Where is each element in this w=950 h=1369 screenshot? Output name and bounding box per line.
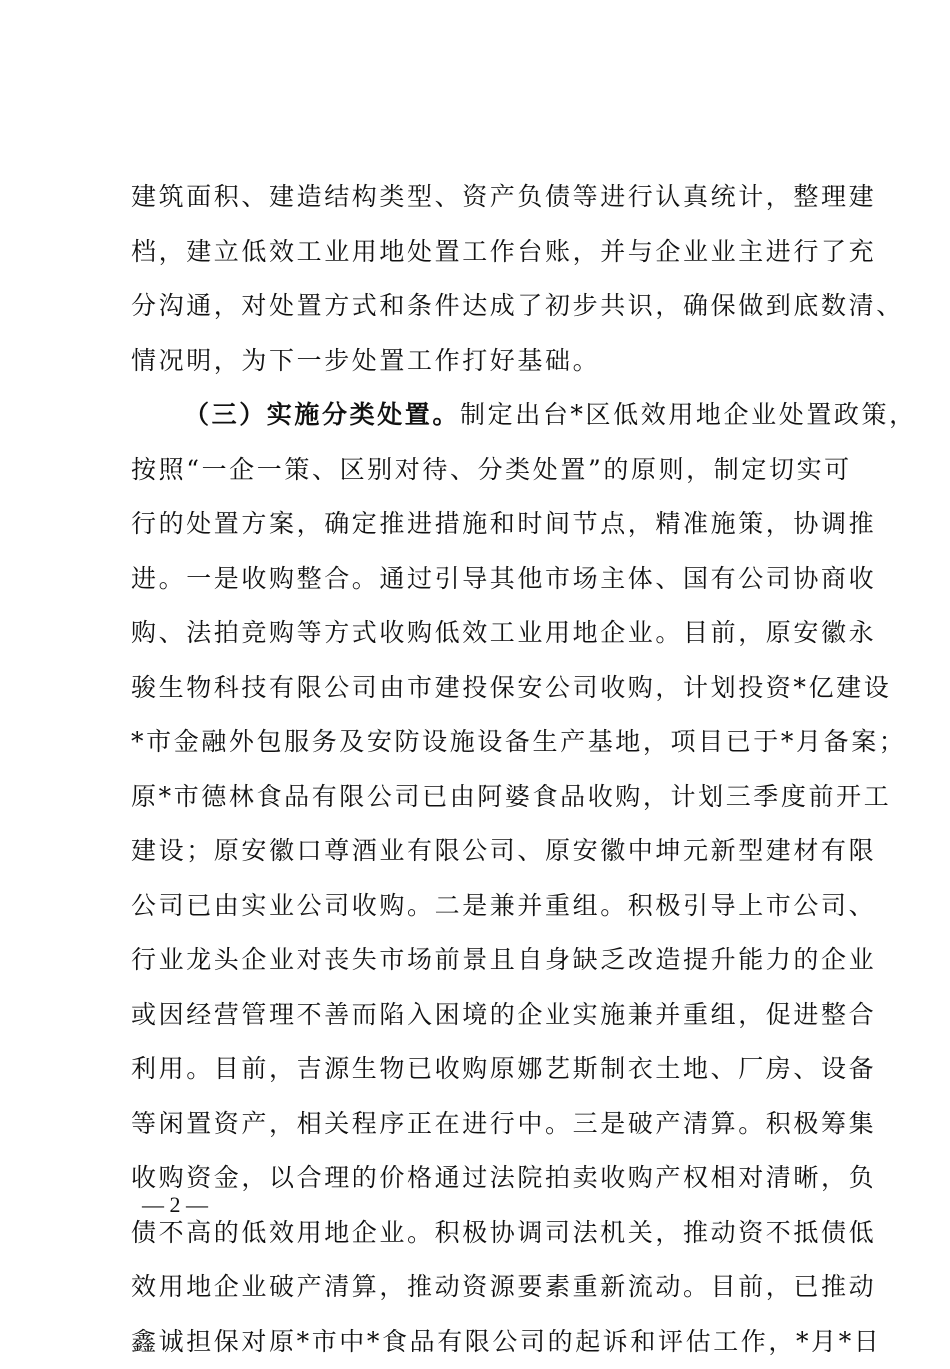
text-line: 档，建立低效工业用地处置工作台账，并与企业业主进行了充 <box>131 225 831 280</box>
text-line: 骏生物科技有限公司由市建投保安公司收购，计划投资*亿建设 <box>131 661 831 716</box>
text-line: 分沟通，对处置方式和条件达成了初步共识，确保做到底数清、 <box>131 279 831 334</box>
text-line: 债不高的低效用地企业。积极协调司法机关，推动资不抵债低 <box>131 1206 831 1261</box>
text-line: 原*市德林食品有限公司已由阿婆食品收购，计划三季度前开工 <box>131 770 831 825</box>
text-line: 进。一是收购整合。通过引导其他市场主体、国有公司协商收 <box>131 552 831 607</box>
text-line: 建筑面积、建造结构类型、资产负债等进行认真统计，整理建 <box>131 170 831 225</box>
text-line: 行的处置方案，确定推进措施和时间节点，精准施策，协调推 <box>131 497 831 552</box>
text-line: 效用地企业破产清算，推动资源要素重新流动。目前，已推动 <box>131 1260 831 1315</box>
text-line: *市金融外包服务及安防设施设备生产基地，项目已于*月备案； <box>131 715 831 770</box>
text-line: 行业龙头企业对丧失市场前景且自身缺乏改造提升能力的企业 <box>131 933 831 988</box>
section-heading-line <box>131 388 831 443</box>
section-heading-rest: 制定出台*区低效用地企业处置政策， <box>460 400 917 429</box>
body-text <box>131 170 831 1369</box>
text-line: 等闲置资产，相关程序正在进行中。三是破产清算。积极筹集 <box>131 1097 831 1152</box>
text-line: 鑫诚担保对原*市中*食品有限公司的起诉和评估工作，*月*日 <box>131 1315 831 1369</box>
text-line: 利用。目前，吉源生物已收购原娜艺斯制衣土地、厂房、设备 <box>131 1042 831 1097</box>
page-number: — 2 — <box>142 1190 208 1220</box>
text-line: 情况明，为下一步处置工作打好基础。 <box>131 334 831 389</box>
section-heading: （三）实施分类处置。 <box>184 400 460 429</box>
text-line: 建设；原安徽口尊酒业有限公司、原安徽中坤元新型建材有限 <box>131 824 831 879</box>
text-line: 按照“一企一策、区别对待、分类处置”的原则，制定切实可 <box>131 443 831 498</box>
text-line: 购、法拍竞购等方式收购低效工业用地企业。目前，原安徽永 <box>131 606 831 661</box>
text-line: 或因经营管理不善而陷入困境的企业实施兼并重组，促进整合 <box>131 988 831 1043</box>
text-line: 公司已由实业公司收购。二是兼并重组。积极引导上市公司、 <box>131 879 831 934</box>
text-line: 收购资金，以合理的价格通过法院拍卖收购产权相对清晰，负 <box>131 1151 831 1206</box>
